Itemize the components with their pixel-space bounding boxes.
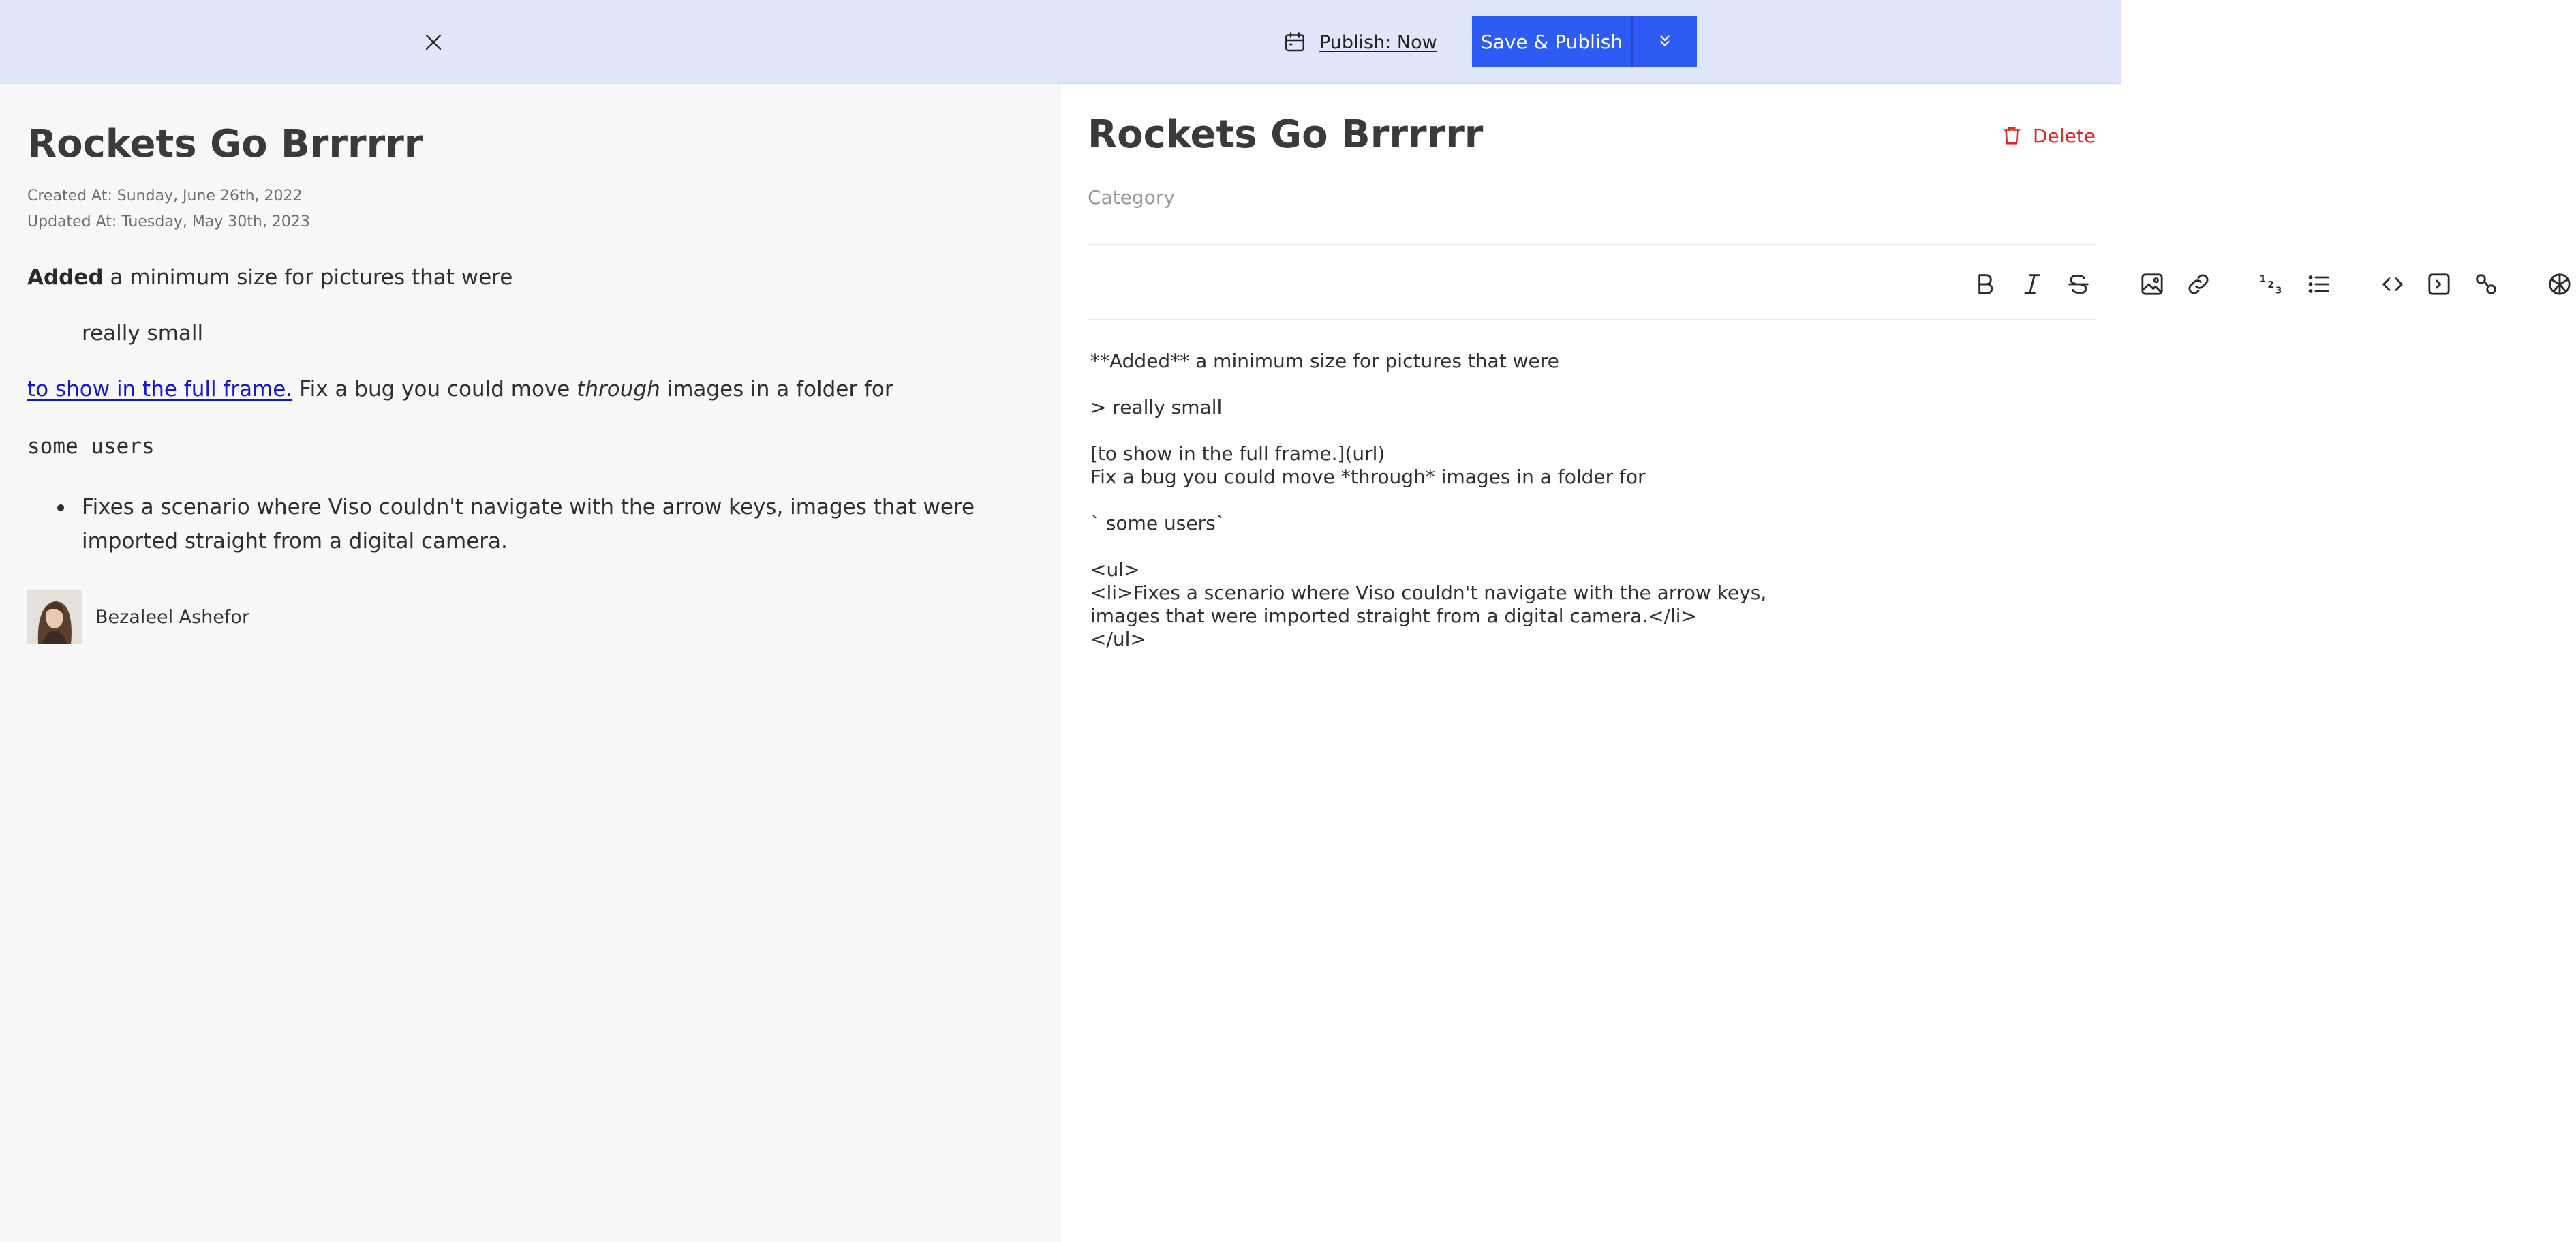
- strikethrough-button[interactable]: [2062, 268, 2095, 301]
- svg-text:1: 1: [2259, 274, 2266, 285]
- divider: [1088, 244, 2096, 245]
- image-icon: [2138, 271, 2166, 298]
- bold-text: Added: [27, 265, 104, 290]
- trash-icon: [2000, 124, 2023, 147]
- updated-date: Updated At: Tuesday, May 30th, 2023: [27, 213, 310, 230]
- preview-inline-code: some users: [27, 434, 155, 459]
- markdown-editor[interactable]: **Added** a minimum size for pictures that were > really small [to show in the full frame.](url) Fix a bug you could move *through* images in a folder for ` some users` <ul> <li>Fixes a scenario where Viso couldn't navigate with the arrow keys, images that were imported straight from a digital camera.</li> </ul>: [1090, 350, 1767, 650]
- unordered-list-icon: [2305, 271, 2333, 298]
- preview-list: [27, 490, 1036, 558]
- delete-button[interactable]: [2000, 121, 2096, 151]
- preview-paragraph: [27, 265, 512, 290]
- paragraph-text: images in a folder for: [660, 377, 893, 402]
- editor-title[interactable]: Rockets Go Brrrrrr: [1088, 112, 1484, 157]
- save-options-button[interactable]: [1633, 16, 1697, 67]
- calendar-icon: [1283, 30, 1307, 55]
- embed-button[interactable]: [2543, 268, 2576, 301]
- save-publish-button[interactable]: Save & Publish: [1472, 16, 1631, 67]
- image-button[interactable]: [2136, 268, 2168, 301]
- formatting-toolbar: [1060, 252, 2282, 317]
- avatar: [27, 590, 82, 644]
- bold-button[interactable]: [1969, 268, 2002, 301]
- paragraph-text: Fix a bug you could move: [292, 377, 577, 402]
- preview-pane: [0, 84, 1060, 1242]
- globe-icon: [2546, 271, 2573, 298]
- link-icon: [2185, 271, 2212, 298]
- publish-schedule-button[interactable]: [1283, 26, 1437, 59]
- created-date: Created At: Sunday, June 26th, 2022: [27, 187, 303, 205]
- editor-pane: [1060, 84, 2282, 1242]
- italic-text: through: [577, 377, 660, 402]
- chevrons-down-icon: [1656, 33, 1674, 50]
- code-icon: [2379, 271, 2406, 298]
- mention-icon: [2472, 271, 2500, 298]
- post-dates: [27, 183, 310, 235]
- list-item: Fixes a scenario where Viso couldn't navigate with the arrow keys, images that were imported straight from a digital camera.: [27, 490, 1036, 558]
- link-button[interactable]: [2182, 268, 2215, 301]
- italic-button[interactable]: [2016, 268, 2049, 301]
- svg-text:2: 2: [2267, 280, 2274, 290]
- top-bar: [0, 0, 2121, 84]
- preview-title: Rockets Go Brrrrrr: [27, 122, 423, 166]
- author: [27, 590, 249, 644]
- divider: [1088, 319, 2096, 320]
- bold-icon: [1972, 271, 1999, 298]
- svg-text:3: 3: [2275, 286, 2282, 297]
- italic-icon: [2019, 271, 2046, 298]
- inline-code-button[interactable]: [2376, 268, 2409, 301]
- preview-blockquote: really small: [82, 321, 204, 346]
- unordered-list-button[interactable]: [2303, 268, 2335, 301]
- paragraph-text: a minimum size for pictures that were: [103, 265, 513, 290]
- category-input[interactable]: [1088, 186, 2096, 209]
- publish-schedule-label: Publish: Now: [1319, 31, 1437, 53]
- close-button[interactable]: [417, 26, 450, 59]
- strikethrough-icon: [2065, 271, 2092, 298]
- preview-paragraph-2: [27, 377, 893, 402]
- mention-button[interactable]: [2470, 268, 2502, 301]
- code-block-icon: [2425, 271, 2453, 298]
- save-publish-group: [1472, 16, 1697, 67]
- delete-label: Delete: [2033, 124, 2096, 147]
- preview-link[interactable]: to show in the full frame.: [27, 377, 293, 402]
- ordered-list-icon: [2258, 271, 2286, 298]
- ordered-list-button[interactable]: [2256, 268, 2288, 301]
- code-block-button[interactable]: [2423, 268, 2455, 301]
- close-icon: [423, 32, 444, 52]
- author-name: Bezaleel Ashefor: [95, 606, 250, 628]
